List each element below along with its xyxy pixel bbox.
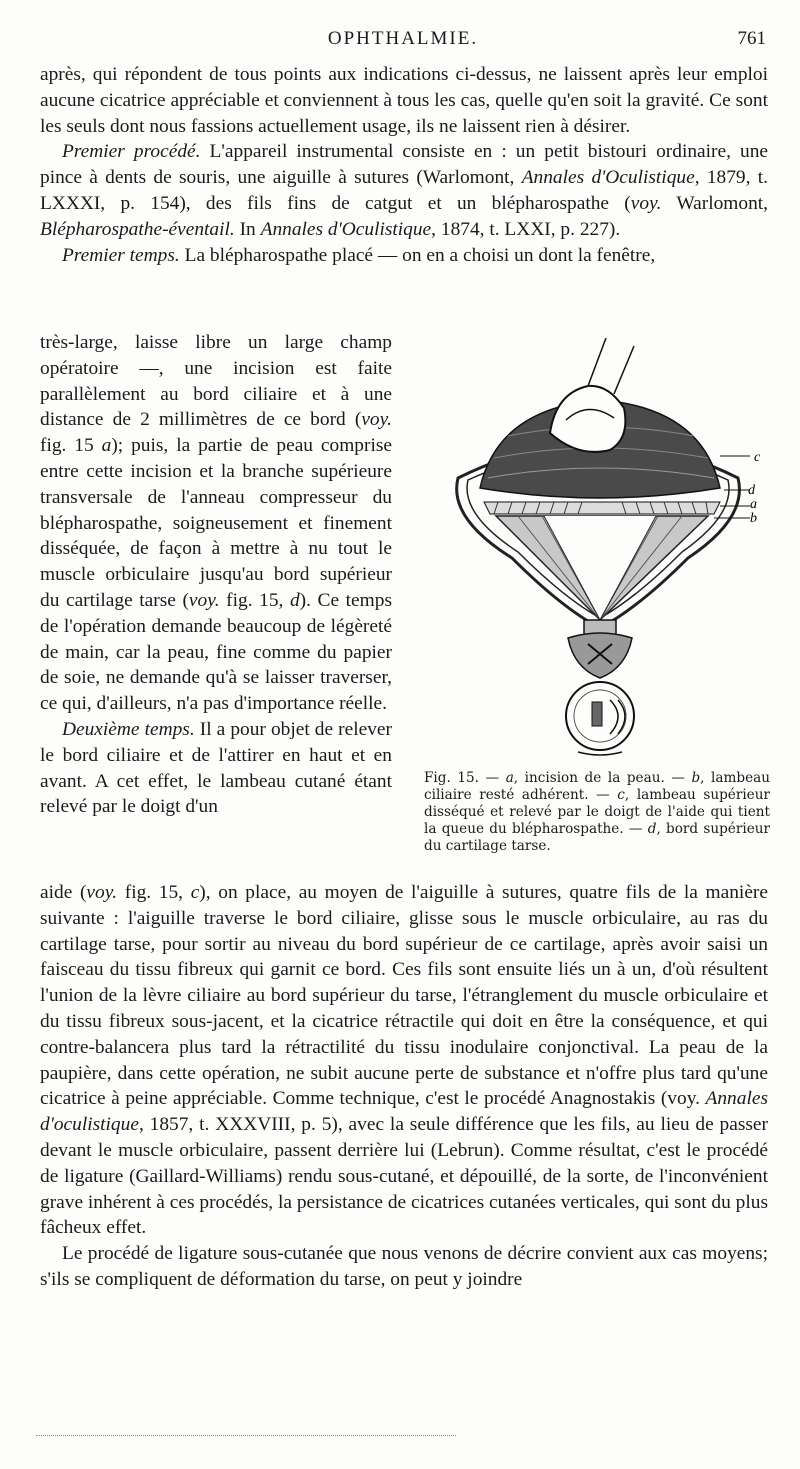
paragraph-last: Le procédé de ligature sous-cutanée que nous venons de décrire convient aux cas moyens; s'ils se compliquent de déformation du tarse, on peut y joindre bbox=[40, 1243, 768, 1290]
premier-temps-first-line: Premier temps. La blépharospathe placé — on en a choisi un dont la fenêtre, bbox=[62, 244, 656, 266]
figure-label-d: d bbox=[748, 483, 755, 498]
blepharospathe-illustration bbox=[438, 338, 766, 768]
page-header bbox=[40, 28, 766, 58]
paragraph-deuxieme-temps: Deuxième temps. Il a pour objet de relever le bord ciliaire et de l'attirer en haut et en avant. A cet effet, le lambeau cutané étant relevé par le doigt d'un bbox=[40, 718, 392, 818]
paragraph-deuxieme-temps-cont: aide (voy. fig. 15, c), on place, au moyen de l'aiguille à sutures, quatre fils de la manière suivante : l'aiguille traverse le bord ciliaire, glisse sous le muscle orbiculaire, au ras du cartilage tarse, pour sortir au niveau du bord supérieur de ce cartilage, après avoir saisi un faisceau du tissu fibreux qui garnit ce bord. Ces fils sont ensuite liés un à un, d'où résultent l'union de la lèvre ciliaire au bord supérieur du tarse, l'étranglement du muscle orbiculaire et du tissu fibreux sous-jacent, et la cicatrice rétractile qui doit en être la conséquence, et qui contre-balancera plus tard la rétractilité du tissu inodulaire conjonctival. La peau de la paupière, dans cette opération, ne subit aucune perte de substance et n'offre plus tard qu'une cicatrice à peine appréciable. Comme technique, c'est le procédé Anagnostakis (voy. Annales d'oculistique, 1857, t. XXXVIII, p. 5), avec la seule différence que les fils, au lieu de passer devant le muscle orbiculaire, passent derrière lui (Lebrun). Comme résultat, c'est le procédé de ligature (Gaillard-Williams) rendu sous-cutané, et dépouillé, de la sorte, de l'inconvénient grave inhérent à ces procédés, la persistance de cicatrices cutanées verticales, qui sont du plus fâcheux effet. bbox=[40, 882, 768, 1239]
finger-shape bbox=[550, 386, 625, 452]
page-number: 761 bbox=[737, 28, 766, 49]
running-title: OPHTHALMIE. bbox=[327, 28, 479, 49]
figure-label-c: c bbox=[754, 450, 761, 465]
figure-caption: Fig. 15. — a, incision de la peau. — b, lambeau ciliaire resté adhérent. — c, lambeau supérieur disséqué et relevé par le doigt de l'aide qui tient la queue du blépharospathe. — d, bord supérieur du cartilage tarse. bbox=[424, 770, 770, 854]
paragraph-premier-procede: Premier procédé. L'appareil instrumental consiste en : un petit bistouri ordinaire, une pince à dents de souris, une aiguille à sutures (Warlomont, Annales d'Oculistique, 1879, t. LXXXI, p. 154), des fils fins de catgut et un blépharospathe (voy. Warlomont, Blépharospathe-éventail. In Annales d'Oculistique, 1874, t. LXXI, p. 227). bbox=[40, 141, 769, 240]
figure-caption-label: Fig. 15. bbox=[424, 770, 479, 786]
figure-15 bbox=[438, 338, 766, 768]
figure-label-a: a bbox=[750, 497, 757, 512]
body-text-bottom bbox=[40, 880, 768, 1293]
procede-heading: Premier procédé. bbox=[62, 141, 201, 163]
premier-temps-heading: Premier temps. bbox=[62, 244, 180, 266]
body-text-top bbox=[40, 62, 768, 268]
paragraph-intro: après, qui répondent de tous points aux indications ci-dessus, ne laissent après leur emploi aucune cicatrice appréciable et conviennent à tous les cas, quelle qu'en soit la gravité. Ce sont les seuls dont nous fassions actuellement usage, ils ne laissent rien à désirer. bbox=[40, 64, 768, 137]
figure-label-b: b bbox=[750, 511, 757, 526]
footer-rule bbox=[36, 1435, 456, 1436]
body-text-wrapped bbox=[40, 330, 392, 820]
deuxieme-temps-heading: Deuxième temps. bbox=[62, 718, 195, 740]
paragraph-premier-temps: très-large, laisse libre un large champ opératoire —, une incision est faite parallèlement au bord ciliaire et à une distance de 2 millimètres de ce bord (voy. fig. 15 a); puis, la partie de peau comprise entre cette incision et la branche supérieure transversale de l'anneau compresseur du blépharospathe, soigneusement et finement disséquée, de façon à mettre à nu tout le muscle orbiculaire jusqu'au bord supérieur du cartilage tarse (voy. fig. 15, d). Ce temps de l'opération demande beaucoup de légèreté de main, car la peau, fine comme du papier de soie, ne demande qu'à se laisser traverser, ce qui, d'ailleurs, n'a pas d'importance réelle. bbox=[40, 332, 392, 715]
